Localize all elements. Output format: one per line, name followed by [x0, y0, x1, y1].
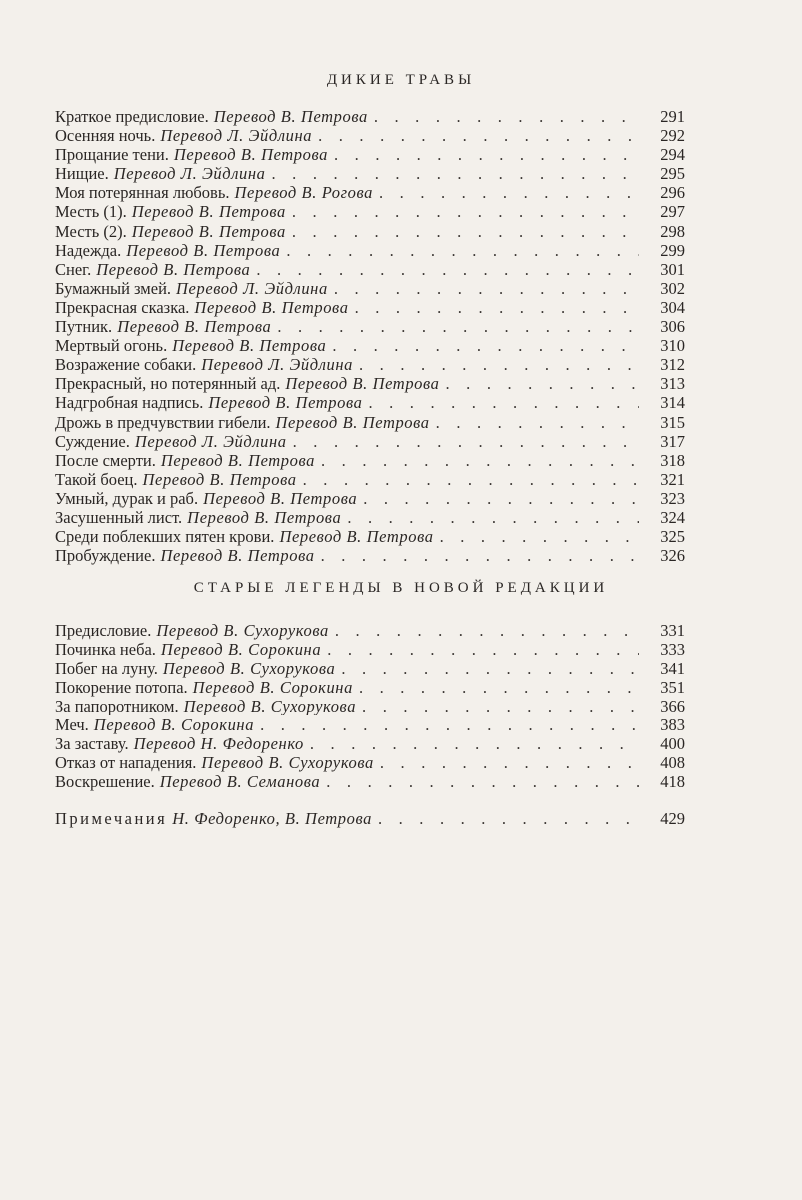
section-heading-old-legends: СТАРЫЕ ЛЕГЕНДЫ В НОВОЙ РЕДАКЦИИ: [193, 580, 609, 596]
toc-list-wild-grass: [55, 107, 685, 565]
entry-page: 418: [660, 772, 685, 792]
entry-translator: Перевод В. Сухорукова: [162, 658, 336, 678]
toc-entry[interactable]: [55, 621, 685, 640]
entry-translator: Перевод Л. Эйдлина: [201, 355, 354, 375]
entry-page: 341: [660, 658, 685, 678]
entry-title: Надгробная надпись.: [55, 393, 204, 413]
entry-translator: Перевод В. Сорокина: [160, 639, 322, 659]
toc-entry[interactable]: [55, 183, 685, 202]
entry-title: За заставу.: [55, 734, 129, 754]
entry-page: 314: [660, 393, 685, 413]
entry-translator: Перевод В. Петрова: [142, 469, 297, 489]
entry-title: Суждение.: [55, 431, 130, 451]
entry-page: 304: [660, 297, 685, 317]
dot-leader: [303, 470, 639, 489]
dot-leader: [334, 279, 639, 298]
toc-entry[interactable]: [55, 393, 685, 412]
toc-entry[interactable]: [55, 317, 685, 336]
toc-entry[interactable]: [55, 222, 685, 241]
dot-leader: [359, 355, 639, 374]
entry-translator: Перевод Н. Федоренко: [133, 734, 304, 754]
entry-title: Побег на луну.: [55, 658, 158, 678]
entry-translator: Перевод В. Сорокина: [192, 677, 353, 697]
entry-translator: Перевод В. Петрова: [285, 374, 440, 394]
entry-page: 318: [660, 450, 685, 470]
entry-title: Отказ от нападения.: [55, 753, 197, 773]
dot-leader: [341, 659, 639, 678]
entry-title: Нищие.: [55, 164, 109, 184]
toc-entry[interactable]: [55, 298, 685, 317]
entry-page: 383: [660, 715, 685, 735]
entry-page: 325: [660, 527, 685, 547]
dot-leader: [335, 621, 639, 640]
dot-leader: [436, 413, 639, 432]
entry-title: Среди поблекших пятен крови.: [55, 527, 275, 547]
entry-translator: Перевод В. Сухорукова: [201, 753, 374, 773]
entry-translator: Перевод Л. Эйдлина: [134, 431, 287, 451]
entry-page: 315: [660, 412, 685, 432]
entry-translator: Перевод В. Петрова: [187, 507, 342, 527]
entry-page: 296: [660, 183, 685, 203]
toc-entry[interactable]: [55, 772, 685, 791]
entry-page: 298: [660, 221, 685, 241]
entry-translator: Перевод В. Петрова: [160, 546, 315, 566]
entry-page: 312: [660, 355, 685, 375]
dot-leader: [440, 527, 639, 546]
toc-entry[interactable]: [55, 279, 685, 298]
entry-title: Осенняя ночь.: [55, 126, 156, 146]
entry-title: Прекрасный, но потерянный ад.: [55, 374, 281, 394]
toc-entry[interactable]: [55, 659, 685, 678]
entry-title: Дрожь в предчувствии гибели.: [55, 412, 271, 432]
section-heading-wild-grass: ДИКИЕ ТРАВЫ: [326, 72, 476, 88]
entry-translator: Перевод В. Петрова: [275, 412, 430, 432]
dot-leader: [332, 336, 639, 355]
toc-entry[interactable]: [55, 126, 685, 145]
entry-translator: Перевод В. Сухорукова: [183, 696, 357, 716]
dot-leader: [326, 772, 639, 791]
entry-title: Засушенный лист.: [55, 507, 183, 527]
toc-entry[interactable]: [55, 546, 685, 565]
entry-translator: Перевод Л. Эйдлина: [176, 278, 328, 298]
entry-title: Умный, дурак и раб.: [55, 488, 199, 508]
toc-entry[interactable]: [55, 640, 685, 659]
toc-entry[interactable]: [55, 489, 685, 508]
entry-translator: Перевод В. Петрова: [126, 240, 281, 260]
dot-leader: [363, 489, 639, 508]
toc-entry-notes[interactable]: [55, 809, 685, 828]
dot-leader: [334, 145, 639, 164]
entry-page: 292: [660, 126, 685, 146]
toc-entry[interactable]: [55, 107, 685, 126]
toc-entry[interactable]: [55, 678, 685, 697]
toc-entry[interactable]: [55, 241, 685, 260]
dot-leader: [359, 678, 639, 697]
entry-translator: Перевод В. Петрова: [208, 393, 363, 413]
entry-translator: Перевод В. Петрова: [96, 259, 251, 279]
dot-leader: [355, 298, 639, 317]
entry-title: Моя потерянная любовь.: [55, 183, 230, 203]
entry-title: Воскрешение.: [55, 772, 155, 792]
entry-page: 299: [660, 240, 685, 260]
entry-translator: Перевод В. Петрова: [173, 145, 329, 165]
toc-entry[interactable]: [55, 753, 685, 772]
entry-title: Пробуждение.: [55, 546, 156, 566]
entry-title: Краткое предисловие.: [55, 107, 209, 126]
entry-translator: Перевод Л. Эйдлина: [160, 126, 313, 146]
dot-leader: [380, 753, 639, 772]
entry-page: 295: [660, 164, 685, 184]
dot-leader: [378, 809, 639, 828]
entry-page: 333: [660, 639, 685, 659]
dot-leader: [256, 260, 639, 279]
entry-page: 310: [660, 336, 685, 356]
toc-entry[interactable]: [55, 432, 685, 451]
entry-page: 331: [660, 621, 685, 640]
entry-authors: Н. Федоренко, В. Петрова: [172, 809, 372, 828]
dot-leader: [286, 241, 639, 260]
entry-page: 366: [660, 696, 685, 716]
entry-page: 302: [660, 278, 685, 298]
dot-leader: [374, 107, 639, 126]
dot-leader: [369, 393, 640, 412]
entry-page: 400: [660, 734, 685, 754]
toc-entry[interactable]: [55, 734, 685, 753]
entry-page: 294: [660, 145, 685, 165]
entry-translator: Перевод В. Петрова: [172, 336, 327, 356]
toc-entry[interactable]: [55, 697, 685, 716]
toc-entry[interactable]: [55, 164, 685, 183]
entry-title: Примечания: [55, 809, 168, 828]
entry-title: Снег.: [55, 259, 92, 279]
toc-entry[interactable]: [55, 145, 685, 164]
dot-leader: [327, 640, 639, 659]
dot-leader: [321, 451, 639, 470]
entry-page: 429: [660, 809, 685, 828]
entry-translator: Перевод В. Петрова: [160, 450, 316, 470]
dot-leader: [321, 546, 639, 565]
entry-title: После смерти.: [55, 450, 156, 470]
entry-translator: Перевод В. Сухорукова: [156, 621, 329, 640]
entry-page: 408: [660, 753, 685, 773]
toc-entry[interactable]: [55, 355, 685, 374]
entry-page: 291: [660, 107, 685, 126]
dot-leader: [272, 164, 639, 183]
dot-leader: [446, 374, 639, 393]
entry-title: Мертвый огонь.: [55, 336, 168, 356]
entry-translator: Перевод В. Петрова: [194, 297, 349, 317]
entry-translator: Перевод В. Петрова: [117, 317, 272, 337]
entry-page: 306: [660, 317, 685, 337]
entry-title: Такой боец.: [55, 469, 138, 489]
dot-leader: [318, 126, 639, 145]
entry-translator: Перевод В. Рогова: [234, 183, 374, 203]
dot-leader: [293, 432, 639, 451]
dot-leader: [362, 697, 639, 716]
entry-translator: Перевод В. Семанова: [159, 772, 321, 792]
entry-title: Возражение собаки.: [55, 355, 197, 375]
toc-entry[interactable]: [55, 470, 685, 489]
entry-title: Меч.: [55, 715, 89, 735]
entry-page: 326: [660, 546, 685, 566]
toc-entry[interactable]: [55, 508, 685, 527]
entry-page: 323: [660, 488, 685, 508]
dot-leader: [292, 202, 639, 221]
entry-title: Починка неба.: [55, 639, 156, 659]
dot-leader: [292, 222, 639, 241]
toc-entry[interactable]: [55, 374, 685, 393]
entry-title: Месть (1).: [55, 202, 127, 222]
entry-translator: Перевод В. Петрова: [131, 202, 286, 222]
entry-translator: Перевод В. Петрова: [279, 527, 434, 547]
entry-title: Покорение потопа.: [55, 677, 188, 697]
entry-title: Бумажный змей.: [55, 278, 172, 298]
toc-entry[interactable]: [55, 715, 685, 734]
entry-translator: Перевод В. Петрова: [213, 107, 368, 126]
entry-translator: Перевод В. Петрова: [203, 488, 358, 508]
entry-title: За папоротником.: [55, 696, 179, 716]
entry-page: 313: [660, 374, 685, 394]
entry-title: Путник.: [55, 317, 113, 337]
toc-entry[interactable]: [55, 260, 685, 279]
toc-entry[interactable]: [55, 451, 685, 470]
entry-title: Предисловие.: [55, 621, 152, 640]
dot-leader: [260, 715, 639, 734]
entry-title: Надежда.: [55, 240, 122, 260]
toc-entry[interactable]: [55, 202, 685, 221]
entry-page: 297: [660, 202, 685, 222]
entry-title: Прощание тени.: [55, 145, 169, 165]
toc-list-old-legends: [55, 621, 685, 791]
entry-translator: Перевод В. Петрова: [131, 221, 286, 241]
entry-page: 324: [660, 507, 685, 527]
toc-entry[interactable]: [55, 336, 685, 355]
entry-page: 317: [660, 431, 685, 451]
entry-translator: Перевод Л. Эйдлина: [113, 164, 266, 184]
entry-translator: Перевод В. Сорокина: [93, 715, 255, 735]
dot-leader: [277, 317, 639, 336]
entry-title: Месть (2).: [55, 221, 127, 241]
dot-leader: [379, 183, 639, 202]
dot-leader: [347, 508, 639, 527]
entry-page: 351: [660, 677, 685, 697]
entry-title: Прекрасная сказка.: [55, 297, 190, 317]
toc-entry[interactable]: [55, 413, 685, 432]
toc-notes: [55, 809, 685, 828]
toc-entry[interactable]: [55, 527, 685, 546]
dot-leader: [310, 734, 639, 753]
entry-page: 321: [660, 469, 685, 489]
entry-page: 301: [660, 259, 685, 279]
